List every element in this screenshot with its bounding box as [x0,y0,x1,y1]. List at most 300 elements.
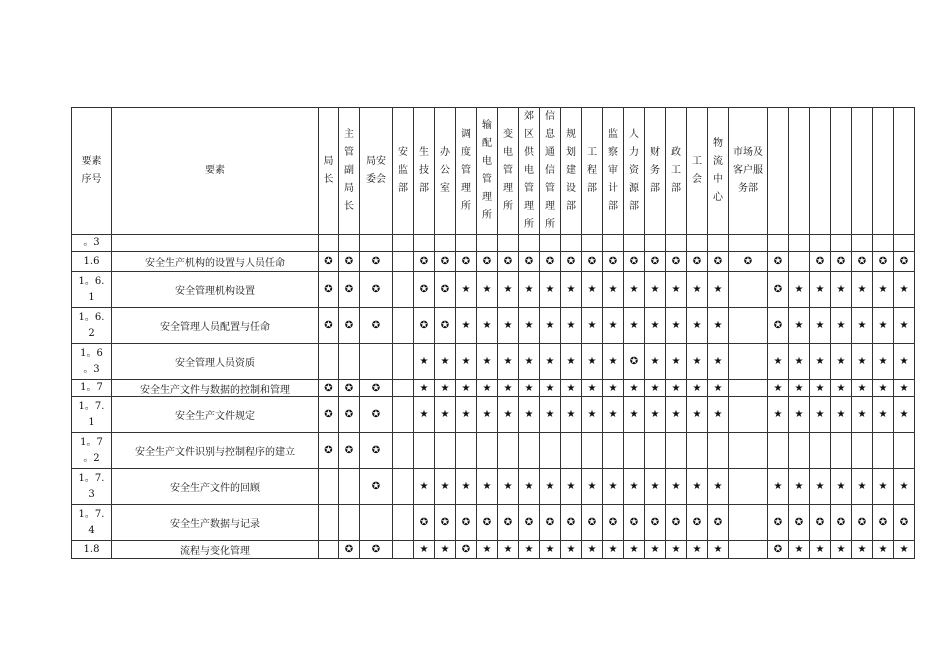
empty-cell [393,272,414,308]
participate-mark: ★ [414,541,435,559]
participate-mark: ★ [852,469,873,505]
empty-cell [603,433,624,469]
responsible-mark: ✪ [360,252,393,272]
responsible-mark: ✪ [603,252,624,272]
row-name: 安全生产文件的回顾 [112,469,319,505]
header-dept [831,108,852,235]
header-dept [768,108,789,235]
participate-mark: ★ [852,344,873,380]
responsible-mark: ✪ [339,397,360,433]
row-name: 安全生产数据与记录 [112,505,319,541]
participate-mark: ★ [582,397,603,433]
empty-cell [729,308,768,344]
header-dept: 主管副局长 [339,108,360,235]
participate-mark: ★ [456,272,477,308]
row-name: 安全生产文件识别与控制程序的建立 [112,433,319,469]
empty-cell [708,235,729,252]
empty-cell [339,505,360,541]
responsible-mark: ✪ [339,541,360,559]
empty-cell [435,433,456,469]
participate-mark: ★ [831,541,852,559]
participate-mark: ★ [831,308,852,344]
empty-cell [393,252,414,272]
empty-cell [729,505,768,541]
empty-cell [393,380,414,397]
participate-mark: ★ [789,272,810,308]
participate-mark: ★ [477,469,498,505]
participate-mark: ★ [582,469,603,505]
responsible-mark: ✪ [319,433,339,469]
participate-mark: ★ [873,541,894,559]
participate-mark: ★ [582,272,603,308]
empty-cell [393,308,414,344]
participate-mark: ★ [810,272,831,308]
responsible-mark: ✪ [319,380,339,397]
participate-mark: ★ [624,541,645,559]
responsible-mark: ✪ [768,252,789,272]
header-dept [789,108,810,235]
participate-mark: ★ [789,380,810,397]
matrix-body [72,235,915,559]
empty-cell [873,433,894,469]
participate-mark: ★ [540,380,561,397]
responsible-mark: ✪ [519,252,540,272]
empty-cell [319,235,339,252]
participate-mark: ★ [582,380,603,397]
responsible-mark: ✪ [498,252,519,272]
responsible-mark: ✪ [540,252,561,272]
empty-cell [645,433,666,469]
participate-mark: ★ [624,380,645,397]
responsible-mark: ✪ [435,308,456,344]
participate-mark: ★ [894,380,915,397]
participate-mark: ★ [498,344,519,380]
empty-cell [319,541,339,559]
empty-cell [789,252,810,272]
responsible-mark: ✪ [540,505,561,541]
participate-mark: ★ [894,272,915,308]
participate-mark: ★ [477,397,498,433]
participate-mark: ★ [810,397,831,433]
participate-mark: ★ [561,272,582,308]
header-dept: 市场及客户服务部 [729,108,768,235]
participate-mark: ★ [603,308,624,344]
responsible-mark: ✪ [339,272,360,308]
empty-cell [393,235,414,252]
participate-mark: ★ [810,344,831,380]
participate-mark: ★ [540,469,561,505]
empty-cell [477,433,498,469]
participate-mark: ★ [603,469,624,505]
responsible-mark: ✪ [666,505,687,541]
empty-cell [393,541,414,559]
responsible-mark: ✪ [624,505,645,541]
responsible-mark: ✪ [645,505,666,541]
responsible-mark: ✪ [319,308,339,344]
empty-cell [540,433,561,469]
responsibility-matrix [71,107,915,559]
row-name: 安全生产文件规定 [112,397,319,433]
responsible-mark: ✪ [729,252,768,272]
responsible-mark: ✪ [810,505,831,541]
responsible-mark: ✪ [435,505,456,541]
participate-mark: ★ [708,397,729,433]
participate-mark: ★ [645,272,666,308]
empty-cell [393,469,414,505]
empty-cell [319,344,339,380]
participate-mark: ★ [831,397,852,433]
participate-mark: ★ [789,397,810,433]
responsible-mark: ✪ [477,505,498,541]
row-code: 1。7. 3 [72,469,112,505]
participate-mark: ★ [561,541,582,559]
header-dept: 政工部 [666,108,687,235]
row-code: 1。7 。2 [72,433,112,469]
participate-mark: ★ [435,397,456,433]
participate-mark: ★ [894,541,915,559]
empty-cell [729,344,768,380]
participate-mark: ★ [666,308,687,344]
participate-mark: ★ [435,380,456,397]
participate-mark: ★ [687,469,708,505]
participate-mark: ★ [456,344,477,380]
participate-mark: ★ [645,541,666,559]
empty-cell [768,433,789,469]
participate-mark: ★ [873,272,894,308]
header-dept: 调度管理所 [456,108,477,235]
participate-mark: ★ [456,308,477,344]
table-row [72,235,915,252]
participate-mark: ★ [687,272,708,308]
responsible-mark: ✪ [561,505,582,541]
responsible-mark: ✪ [360,433,393,469]
responsible-mark: ✪ [360,380,393,397]
empty-cell [729,380,768,397]
participate-mark: ★ [519,308,540,344]
participate-mark: ★ [477,344,498,380]
empty-cell [582,433,603,469]
row-code: 。3 [72,235,112,252]
participate-mark: ★ [852,380,873,397]
empty-cell [603,235,624,252]
empty-cell [831,433,852,469]
responsible-mark: ✪ [339,308,360,344]
participate-mark: ★ [582,344,603,380]
empty-cell [319,505,339,541]
participate-mark: ★ [456,469,477,505]
responsible-mark: ✪ [852,505,873,541]
responsible-mark: ✪ [768,308,789,344]
participate-mark: ★ [645,380,666,397]
responsible-mark: ✪ [768,541,789,559]
participate-mark: ★ [519,272,540,308]
header-dept: 人力资源部 [624,108,645,235]
responsible-mark: ✪ [687,505,708,541]
empty-cell [687,433,708,469]
responsible-mark: ✪ [498,505,519,541]
header-dept: 信息通信管理所 [540,108,561,235]
participate-mark: ★ [852,397,873,433]
participate-mark: ★ [603,397,624,433]
header-dept: 局长 [319,108,339,235]
participate-mark: ★ [789,469,810,505]
responsible-mark: ✪ [708,252,729,272]
participate-mark: ★ [561,344,582,380]
responsible-mark: ✪ [414,505,435,541]
empty-cell [582,235,603,252]
empty-cell [360,235,393,252]
empty-cell [360,344,393,380]
participate-mark: ★ [519,469,540,505]
row-code: 1。7. 4 [72,505,112,541]
participate-mark: ★ [852,308,873,344]
participate-mark: ★ [894,344,915,380]
participate-mark: ★ [810,380,831,397]
participate-mark: ★ [831,272,852,308]
participate-mark: ★ [456,397,477,433]
empty-cell [540,235,561,252]
row-code: 1。6 。3 [72,344,112,380]
responsible-mark: ✪ [768,272,789,308]
participate-mark: ★ [477,272,498,308]
empty-cell [498,235,519,252]
header-dept: 财务部 [645,108,666,235]
participate-mark: ★ [603,272,624,308]
row-code: 1。6. 1 [72,272,112,308]
header-dept [873,108,894,235]
participate-mark: ★ [603,541,624,559]
responsible-mark: ✪ [894,252,915,272]
empty-cell [339,344,360,380]
header-code [72,108,112,235]
header-dept: 输配电管理所 [477,108,498,235]
participate-mark: ★ [873,397,894,433]
participate-mark: ★ [414,344,435,380]
responsible-mark: ✪ [360,397,393,433]
responsible-mark: ✪ [339,380,360,397]
empty-cell [414,433,435,469]
header-row [72,108,915,235]
participate-mark: ★ [768,469,789,505]
empty-cell [339,469,360,505]
participate-mark: ★ [666,344,687,380]
empty-cell [561,433,582,469]
responsible-mark: ✪ [339,433,360,469]
table-row [72,433,915,469]
participate-mark: ★ [708,344,729,380]
responsible-mark: ✪ [339,252,360,272]
empty-cell [729,469,768,505]
participate-mark: ★ [456,380,477,397]
empty-cell [456,433,477,469]
participate-mark: ★ [498,397,519,433]
participate-mark: ★ [852,272,873,308]
empty-cell [729,433,768,469]
participate-mark: ★ [687,344,708,380]
responsible-mark: ✪ [582,252,603,272]
participate-mark: ★ [873,344,894,380]
responsible-mark: ✪ [894,505,915,541]
empty-cell [477,235,498,252]
row-name: 安全管理人员配置与任命 [112,308,319,344]
participate-mark: ★ [666,541,687,559]
empty-cell [873,235,894,252]
participate-mark: ★ [852,541,873,559]
header-element [112,108,319,235]
participate-mark: ★ [435,541,456,559]
table-row [72,469,915,505]
participate-mark: ★ [894,469,915,505]
empty-cell [339,235,360,252]
responsible-mark: ✪ [319,272,339,308]
empty-cell [360,505,393,541]
row-name: 安全管理机构设置 [112,272,319,308]
responsible-mark: ✪ [645,252,666,272]
responsible-mark: ✪ [624,252,645,272]
participate-mark: ★ [894,308,915,344]
participate-mark: ★ [498,380,519,397]
participate-mark: ★ [768,344,789,380]
empty-cell [624,433,645,469]
empty-cell [435,235,456,252]
participate-mark: ★ [435,344,456,380]
participate-mark: ★ [477,380,498,397]
participate-mark: ★ [873,469,894,505]
responsible-mark: ✪ [319,252,339,272]
participate-mark: ★ [414,380,435,397]
table-row [72,380,915,397]
header-dept [810,108,831,235]
participate-mark: ★ [666,272,687,308]
header-code-label: 要素 序号 [81,156,102,185]
participate-mark: ★ [645,344,666,380]
row-code: 1。7. 1 [72,397,112,433]
header-dept: 郊区供电管理所 [519,108,540,235]
empty-cell [810,235,831,252]
responsible-mark: ✪ [852,252,873,272]
row-name: 安全管理人员资质 [112,344,319,380]
participate-mark: ★ [708,308,729,344]
participate-mark: ★ [873,308,894,344]
empty-cell [894,433,915,469]
participate-mark: ★ [687,397,708,433]
table-row [72,344,915,380]
header-dept: 监察审计部 [603,108,624,235]
participate-mark: ★ [687,308,708,344]
participate-mark: ★ [561,469,582,505]
participate-mark: ★ [666,380,687,397]
empty-cell [789,433,810,469]
row-name: 流程与变化管理 [112,541,319,559]
participate-mark: ★ [789,344,810,380]
participate-mark: ★ [810,541,831,559]
empty-cell [831,235,852,252]
responsible-mark: ✪ [666,252,687,272]
participate-mark: ★ [666,469,687,505]
participate-mark: ★ [687,380,708,397]
participate-mark: ★ [894,397,915,433]
participate-mark: ★ [831,469,852,505]
participate-mark: ★ [624,308,645,344]
participate-mark: ★ [831,344,852,380]
responsible-mark: ✪ [831,505,852,541]
participate-mark: ★ [708,541,729,559]
responsible-mark: ✪ [582,505,603,541]
row-code: 1。6. 2 [72,308,112,344]
empty-cell [393,433,414,469]
participate-mark: ★ [498,272,519,308]
responsible-mark: ✪ [810,252,831,272]
participate-mark: ★ [645,397,666,433]
participate-mark: ★ [789,308,810,344]
header-dept: 安监部 [393,108,414,235]
participate-mark: ★ [540,541,561,559]
participate-mark: ★ [687,541,708,559]
participate-mark: ★ [873,380,894,397]
header-dept: 工会 [687,108,708,235]
responsible-mark: ✪ [873,505,894,541]
row-code: 1。7 [72,380,112,397]
table-row [72,252,915,272]
participate-mark: ★ [768,397,789,433]
participate-mark: ★ [603,344,624,380]
header-dept [852,108,873,235]
responsible-mark: ✪ [708,505,729,541]
participate-mark: ★ [708,469,729,505]
participate-mark: ★ [477,541,498,559]
empty-cell [645,235,666,252]
participate-mark: ★ [624,272,645,308]
participate-mark: ★ [810,469,831,505]
header-dept: 办公室 [435,108,456,235]
empty-cell [393,505,414,541]
header-dept [894,108,915,235]
empty-cell [519,433,540,469]
empty-cell [456,235,477,252]
participate-mark: ★ [498,469,519,505]
empty-cell [729,272,768,308]
row-code: 1.6 [72,252,112,272]
participate-mark: ★ [624,397,645,433]
responsible-mark: ✪ [435,272,456,308]
participate-mark: ★ [645,308,666,344]
table-row [72,308,915,344]
participate-mark: ★ [708,380,729,397]
participate-mark: ★ [582,308,603,344]
participate-mark: ★ [519,397,540,433]
responsible-mark: ✪ [831,252,852,272]
responsible-mark: ✪ [414,252,435,272]
participate-mark: ★ [561,397,582,433]
empty-cell [393,344,414,380]
table-row [72,272,915,308]
empty-cell [729,541,768,559]
participate-mark: ★ [435,469,456,505]
row-name: 安全生产文件与数据的控制和管理 [112,380,319,397]
empty-cell [789,235,810,252]
responsible-mark: ✪ [477,252,498,272]
participate-mark: ★ [810,308,831,344]
participate-mark: ★ [582,541,603,559]
row-code: 1.8 [72,541,112,559]
empty-cell [414,235,435,252]
participate-mark: ★ [666,397,687,433]
participate-mark: ★ [540,272,561,308]
header-dept: 生技部 [414,108,435,235]
header-element-label: 要素 [205,165,225,176]
responsible-mark: ✪ [435,252,456,272]
empty-cell [852,235,873,252]
